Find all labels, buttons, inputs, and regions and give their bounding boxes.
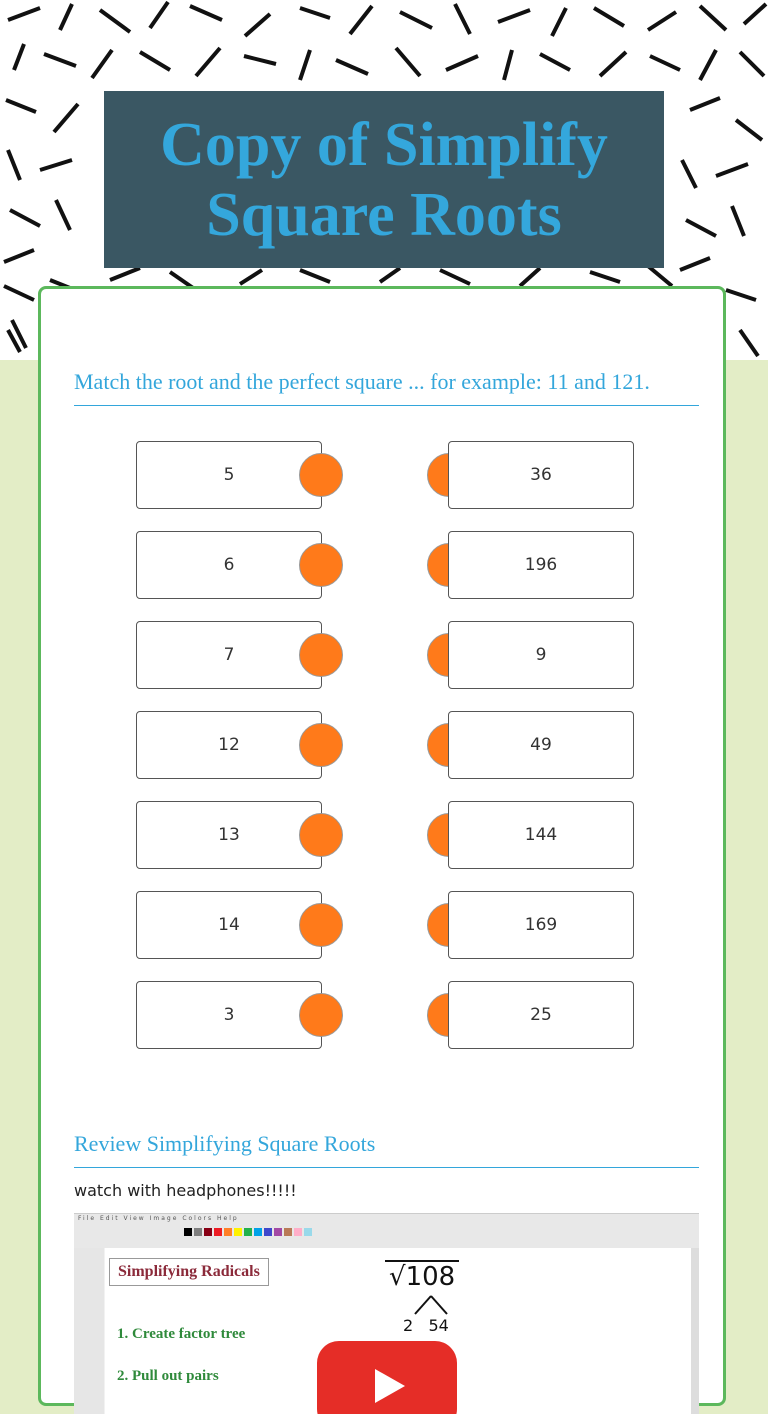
video-handwriting	[385, 1260, 459, 1335]
match-connector-dot[interactable]	[299, 903, 343, 947]
video-app-tool-panel	[74, 1248, 104, 1414]
worksheet-title-banner	[104, 91, 664, 268]
match-row	[41, 711, 729, 781]
match-left-item[interactable]: 5	[136, 441, 322, 509]
handwritten-factors: 2 54	[403, 1316, 449, 1335]
match-connector-dot[interactable]	[299, 543, 343, 587]
video-app-toolbar	[74, 1214, 699, 1248]
match-connector-dot[interactable]	[299, 453, 343, 497]
review-heading: Review Simplifying Square Roots	[74, 1131, 699, 1168]
worksheet-title: Copy of Simplify Square Roots	[160, 110, 608, 249]
match-left-item[interactable]: 7	[136, 621, 322, 689]
video-sheet-title: Simplifying Radicals	[109, 1258, 269, 1286]
match-row	[41, 891, 729, 961]
match-left-item[interactable]: 6	[136, 531, 322, 599]
match-row	[41, 441, 729, 511]
match-connector-dot[interactable]	[299, 633, 343, 677]
match-right-item[interactable]: 169	[448, 891, 634, 959]
match-right-item[interactable]: 144	[448, 801, 634, 869]
match-connector-dot[interactable]	[299, 723, 343, 767]
video-step-text: 1. Create factor tree	[117, 1326, 246, 1342]
worksheet-card	[38, 286, 726, 1406]
color-palette-icon	[184, 1226, 324, 1240]
video-embed[interactable]	[74, 1213, 699, 1414]
match-left-item[interactable]: 3	[136, 981, 322, 1049]
match-row	[41, 801, 729, 871]
match-row	[41, 981, 729, 1051]
match-left-item[interactable]: 14	[136, 891, 322, 959]
video-app-menu: File Edit View Image Colors Help	[78, 1215, 239, 1222]
match-left-item[interactable]: 12	[136, 711, 322, 779]
match-right-item[interactable]: 25	[448, 981, 634, 1049]
play-button-icon[interactable]	[317, 1341, 457, 1414]
match-right-item[interactable]: 196	[448, 531, 634, 599]
matching-prompt: Match the root and the perfect square ... for example: 11 and 121.	[74, 369, 699, 406]
video-app-scrollbar	[691, 1248, 699, 1414]
match-connector-dot[interactable]	[299, 813, 343, 857]
handwritten-expression: √108	[385, 1260, 459, 1292]
match-right-item[interactable]: 49	[448, 711, 634, 779]
match-row	[41, 621, 729, 691]
video-step-text: 2. Pull out pairs	[117, 1368, 219, 1384]
review-note: watch with headphones!!!!!	[74, 1181, 297, 1200]
match-connector-dot[interactable]	[299, 993, 343, 1037]
match-row	[41, 531, 729, 601]
match-right-item[interactable]: 9	[448, 621, 634, 689]
match-right-item[interactable]: 36	[448, 441, 634, 509]
factor-tree-branch-icon	[411, 1292, 451, 1316]
match-left-item[interactable]: 13	[136, 801, 322, 869]
